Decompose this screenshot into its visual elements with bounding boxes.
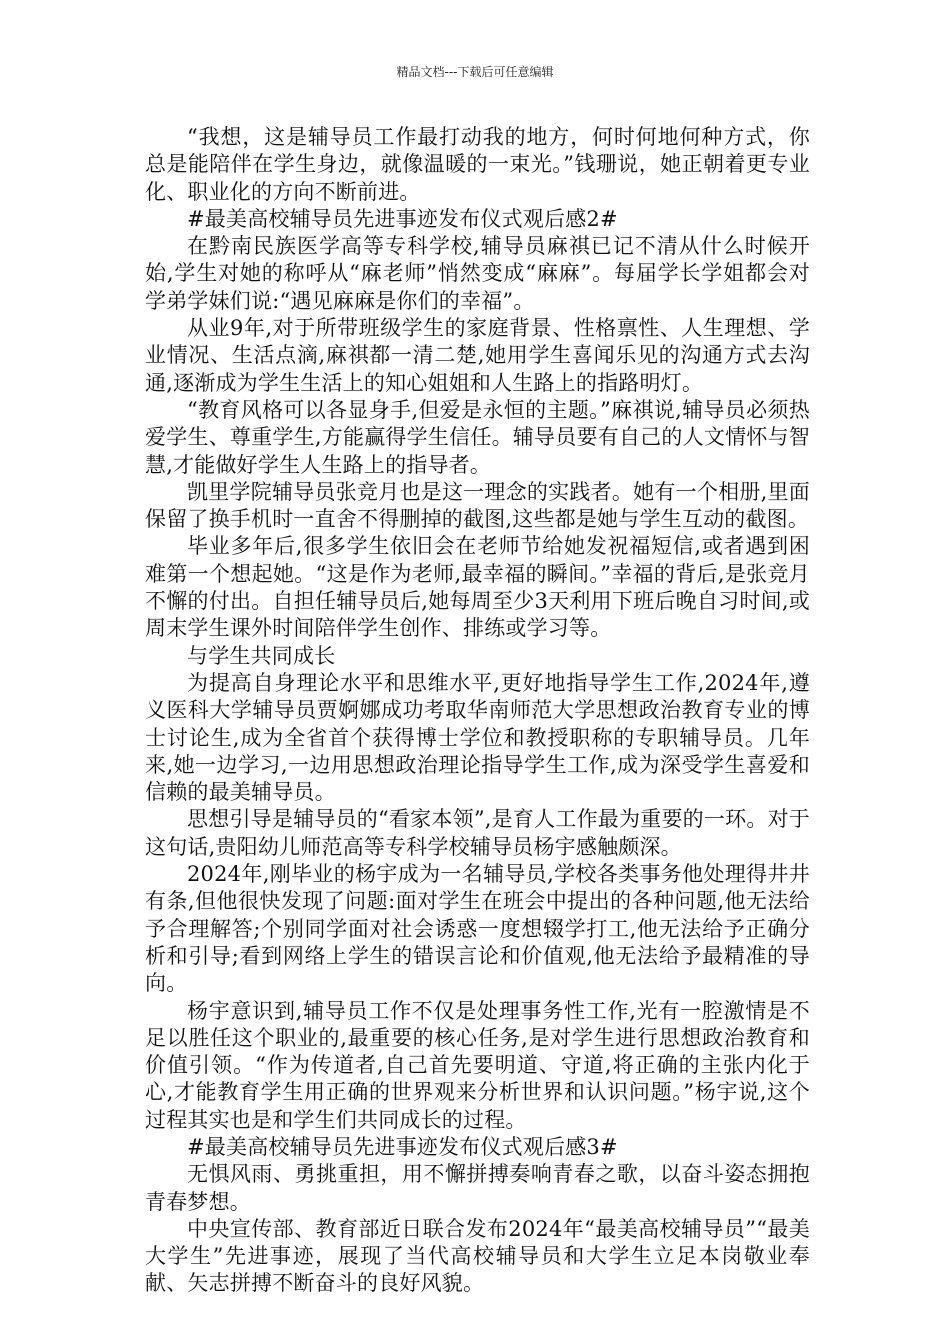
paragraph: 毕业多年后,很多学生依旧会在老师节给她发祝福短信,或者遇到困难第一个想起她。“这是作为老师,最幸福的瞬间。”幸福的背后,是张竞月不懈的付出。自担任辅导员后,她每周至少3天利用下班后晚自习时间,或周末学生课外时间陪伴学生创作、排练或学习等。: [145, 534, 810, 641]
paragraph: 思想引导是辅导员的“看家本领”,是育人工作最为重要的一环。对于这句话,贵阳幼儿师范高等专科学校辅导员杨宇感触颇深。: [145, 807, 810, 859]
section-heading: #最美高校辅导员先进事迹发布仪式观后感3#: [187, 1134, 618, 1159]
paragraph: 凯里学院辅导员张竞月也是这一理念的实践者。她有一个相册,里面保留了换手机时一直舍不得删掉的截图,这些都是她与学生互动的截图。: [145, 479, 810, 532]
paragraph: “我想，这是辅导员工作最打动我的地方，何时何地何种方式，你总是能陪伴在学生身边，就像温暖的一束光。”钱珊说，她正朝着更专业化、职业化的方向不断前进。: [145, 125, 810, 204]
paragraph: 为提高自身理论水平和思维水平,更好地指导学生工作,2024年,遵义医科大学辅导员贾婀娜成功考取华南师范大学思想政治教育专业的博士讨论生,成为全省首个获得博士学位和教授职称的专职辅导员。几年来,她一边学习,一边用思想政治理论指导学生工作,成为深受学生喜爱和信赖的最美辅导员。: [145, 670, 810, 805]
paragraph: 从业9年,对于所带班级学生的家庭背景、性格禀性、人生理想、学业情况、生活点滴,麻祺都一清二楚,她用学生喜闻乐见的沟通方式去沟通,逐渐成为学生生活上的知心姐姐和人生路上的指路明灯。: [145, 316, 810, 395]
subheading: 与学生共同成长: [187, 643, 336, 668]
page-header: 精品文档---下载后可任意编辑: [396, 65, 554, 79]
paragraph: 2024年,刚毕业的杨宇成为一名辅导员,学校各类事务他处理得井井有条,但他很快发现了问题:面对学生在班会中提出的各种问题,他无法给予合理解答;个别同学面对社会诱惑一度想辍学打工,他无法给予正确分析和引导;看到网络上学生的错误言论和价值观,他无法给予最精准的导向。: [145, 862, 810, 996]
paragraph: 无惧风雨、勇挑重担，用不懈拼搏奏响青春之歌，以奋斗姿态拥抱青春梦想。: [145, 1162, 810, 1214]
paragraph: “教育风格可以各显身手,但爱是永恒的主题。”麻祺说,辅导员必须热爱学生、尊重学生,方能赢得学生信任。辅导员要有自己的人文情怀与智慧,才能做好学生人生路上的指导者。: [145, 397, 810, 477]
paragraph: 在黔南民族医学高等专科学校,辅导员麻祺已记不清从什么时候开始,学生对她的称呼从“麻老师”悄然变成“麻麻”。每届学长学姐都会对学弟学妹们说:“遇见麻麻是你们的幸福”。: [145, 234, 810, 313]
paragraph: 中央宣传部、教育部近日联合发布2024年“最美高校辅导员”“最美大学生”先进事迹，展现了当代高校辅导员和大学生立足本岗敬业奉献、矢志拼搏不断奋斗的良好风貌。: [145, 1216, 810, 1296]
section-heading: #最美高校辅导员先进事迹发布仪式观后感2#: [187, 206, 618, 231]
paragraph: 杨宇意识到,辅导员工作不仅是处理事务性工作,光有一腔激情是不足以胜任这个职业的,最重要的核心任务,是对学生进行思想政治教育和价值引领。“作为传道者,自己首先要明道、守道,将正确的主张内化于心,才能教育学生用正确的世界观来分析世界和认识问题。”杨宇说,这个过程其实也是和学生们共同成长的过程。: [145, 998, 810, 1132]
document-body: [145, 124, 810, 1298]
